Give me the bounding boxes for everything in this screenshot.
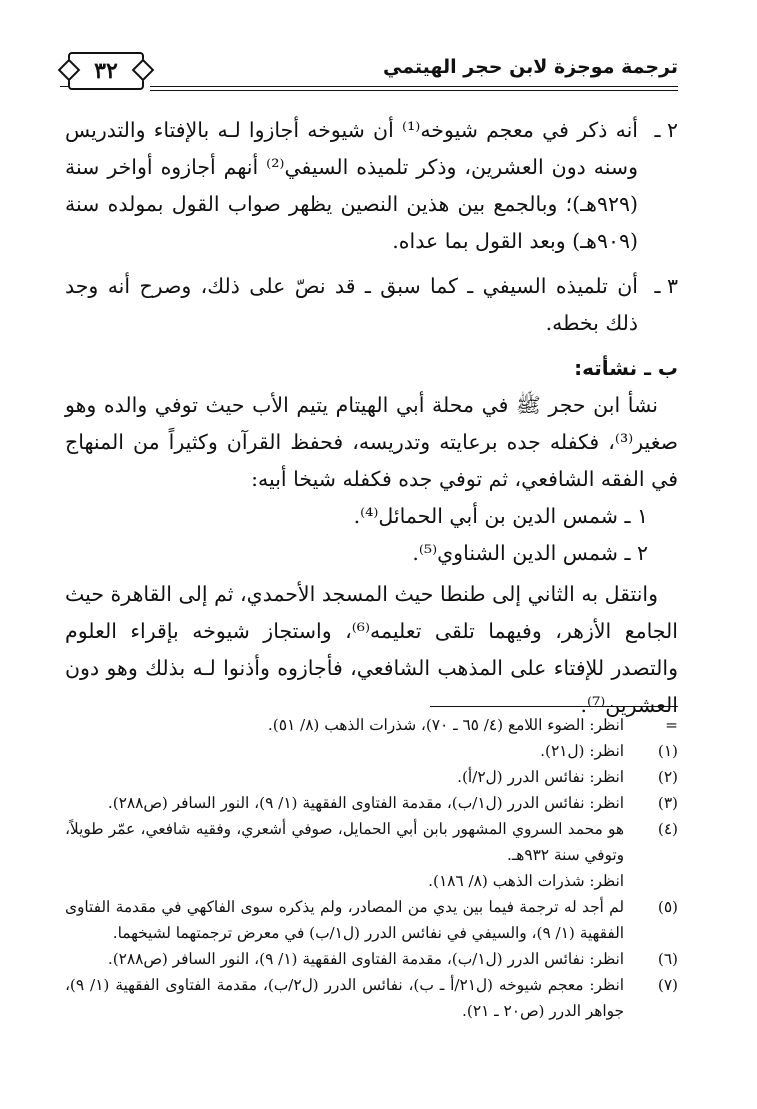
section-heading: ب ـ نشأته: <box>574 356 678 380</box>
footnote-text: انظر: معجم شيوخه (ل٢١/أ ـ ب)، نفائس الدرر (ل٢/ب)، مقدمة الفتاوى الفقهية (١/ ٩)، جواهر الدرر (ص٢٠ ـ ٢١). <box>65 976 624 1020</box>
footnote-text: انظر: نفائس الدرر (ل١/ب)، مقدمة الفتاوى الفقهية (١/ ٩)، النور السافر (ص٢٨٨). <box>107 950 624 968</box>
list-item-3 <box>65 268 678 342</box>
footnote-number: (٢) <box>657 768 678 786</box>
footnote-number: (٥) <box>657 898 678 916</box>
footnote-text: انظر: نفائس الدرر (ل٢/أ). <box>457 768 624 786</box>
list-item-2 <box>65 112 678 260</box>
item-number: ٢ ـ <box>654 118 678 142</box>
footnote <box>65 868 678 894</box>
footnote-text: انظر: (ل٢١). <box>540 742 624 760</box>
item-text: أن تلميذه السيفي ـ كما سبق ـ قد نصّ على ذلك، وصرح أنه وجد ذلك بخطه. <box>65 274 638 335</box>
footnote-text: انظر: نفائس الدرر (ل١/ب)، مقدمة الفتاوى الفقهية (١/ ٩)، النور السافر (ص٢٨٨). <box>107 794 624 812</box>
footnote-text: لم أجد له ترجمة فيما بين يدي من المصادر، ولم يذكره سوى الفاكهي في مقدمة الفتاوى الفقهية (١/ ٩)، والسيفي في نفائس الدرر (ل١/ب) في معرض ترجمتهما لشيخهما. <box>65 898 624 942</box>
page-header <box>60 48 678 102</box>
footnote-text: انظر: شذرات الذهب (٨/ ١٨٦). <box>428 872 624 890</box>
footnote-number: (١) <box>657 742 678 760</box>
footnote-number: (٣) <box>657 794 678 812</box>
footnote <box>65 712 678 738</box>
footnote-number: (٦) <box>657 950 678 968</box>
footnote <box>65 790 678 816</box>
footnote <box>65 738 678 764</box>
footnote-number: (٤) <box>657 820 678 838</box>
footnote-text: انظر: الضوء اللامع (٤/ ٦٥ ـ ٧٠)، شذرات الذهب (٨/ ٥١). <box>267 716 624 734</box>
teacher-1: ١ ـ شمس الدين بن أبي الحمائل⁽⁴⁾. <box>353 504 648 528</box>
teacher-2: ٢ ـ شمس الدين الشناوي⁽⁵⁾. <box>412 541 648 565</box>
paragraph-education: وانتقل به الثاني إلى طنطا حيث المسجد الأحمدي، ثم إلى القاهرة حيث الجامع الأزهر، وفيهما تلقى تعليمه⁽⁶⁾، واستجاز شيوخه بإقراء العلوم والتصدر للإفتاء على المذهب الشافعي، فأجازوه وأذنوا لـه بذلك وهو دون العشرين⁽⁷⁾. <box>65 582 679 717</box>
header-rule <box>150 86 678 87</box>
running-title: ترجمة موجزة لابن حجر الهيتمي <box>382 56 678 78</box>
item-text: أنه ذكر في معجم شيوخه⁽¹⁾ أن شيوخه أجازوا لـه بالإفتاء والتدريس وسنه دون العشرين، وذكر تلميذه السيفي⁽²⁾ أنهم أجازوه أواخر سنة (٩٢٩هـ)؛ وبالجمع بين هذين النصين يظهر صواب القول بمولده سنة (٩٠٩هـ) وبعد القول بما عداه. <box>65 118 638 253</box>
main-text <box>65 112 678 724</box>
footnote <box>65 894 678 946</box>
footnote-number: = <box>665 716 678 734</box>
footnote <box>65 816 678 868</box>
footnote <box>65 764 678 790</box>
footnote <box>65 972 678 1024</box>
footnote <box>65 946 678 972</box>
footnote-text: هو محمد السروي المشهور بابن أبي الحمايل، صوفي أشعري، وفقيه شافعي، عمّر طويلاً، وتوفي سنة ٩٣٢هـ. <box>65 820 624 864</box>
footnote-separator <box>430 706 678 707</box>
header-rule-left <box>60 86 68 87</box>
footnote-number: (٧) <box>657 976 678 994</box>
paragraph-upbringing: نشأ ابن حجر ﷺ في محلة أبي الهيتام يتيم الأب حيث توفي والده وهو صغير⁽³⁾، فكفله جده برعايته وتدريسه، فحفظ القرآن وكثيراً من المنهاج في الفقه الشافعي، ثم توفي جده فكفله شيخا أبيه: <box>65 393 678 491</box>
page-number: ٣٢ <box>68 52 144 90</box>
header-rule-thin <box>150 90 678 91</box>
footnotes <box>65 712 678 1024</box>
item-number: ٣ ـ <box>654 274 678 298</box>
